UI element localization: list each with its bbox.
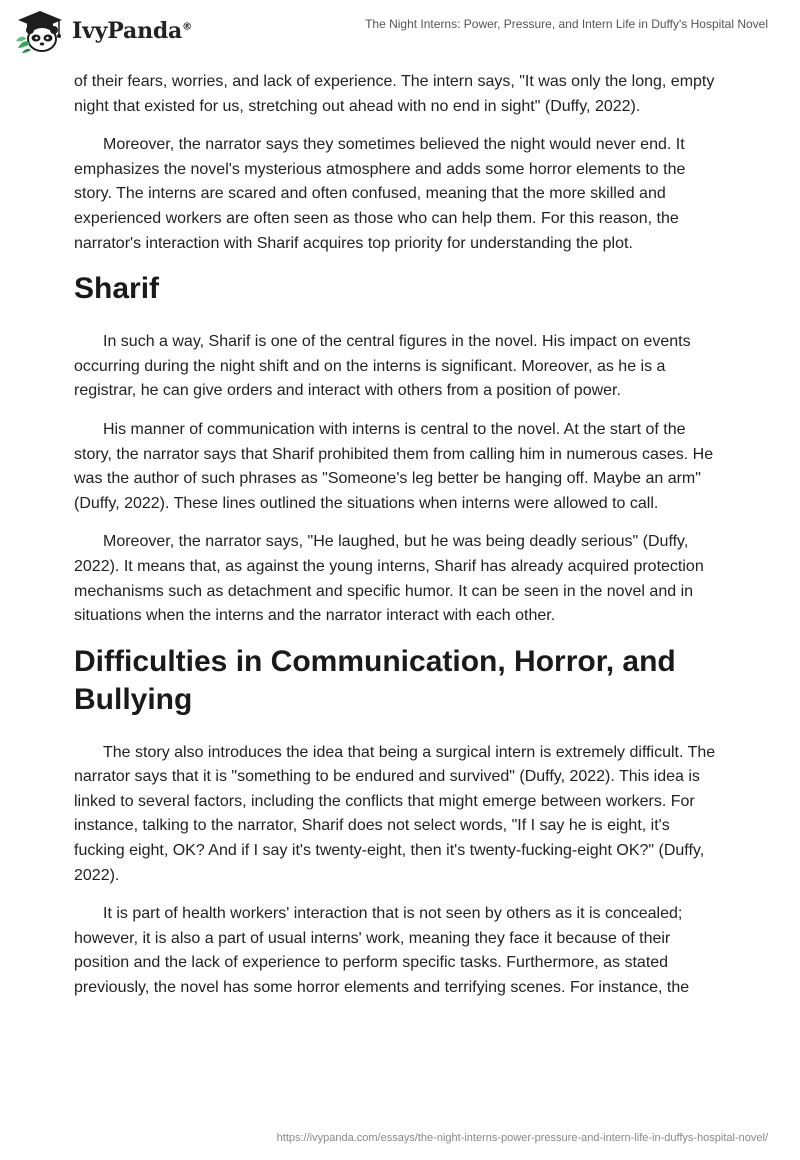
section-heading-sharif: Sharif: [74, 272, 160, 306]
panda-graduate-icon: [12, 8, 70, 54]
paragraph: Moreover, the narrator says they sometimes believed the night would never end. It emphasizes the novel's mysterious atmosphere and adds some horror elements to the story. The interns are scared and often confused, meaning that the more skilled and experienced workers are often seen as those who can help them. For this reason, the narrator's interaction with Sharif acquires top priority for understanding the plot.: [74, 136, 686, 252]
source-url-link[interactable]: https://ivypanda.com/essays/the-night-interns-power-pressure-and-intern-life-in-duffys-hospital-novel/: [276, 1132, 768, 1144]
page-header: [0, 0, 800, 60]
paragraph: His manner of communication with interns is central to the novel. At the start of the story, the narrator says that Sharif prohibited them from calling him in numerous cases. He was the author of such phrases as "Someone's leg better be hanging off. Maybe an arm" (Duffy, 2022). These lines outlined the situations when interns were allowed to call.: [74, 420, 714, 512]
document-title: The Night Interns: Power, Pressure, and Intern Life in Duffy's Hospital Novel: [365, 17, 768, 31]
logo-wordmark: IvyPanda®: [72, 18, 192, 44]
paragraph: The story also introduces the idea that being a surgical intern is extremely difficult. The narrator says that it is "something to be endured and survived" (Duffy, 2022). This idea is linked to several factors, including the conflicts that might emerge between workers. For instance, talking to the narrator, Sharif does not select words, "If I say he is eight, it's fucking eight, OK? And if I say it's twenty-eight, then it's twenty-fucking-eight OK?" (Duffy, 2022).: [74, 743, 716, 884]
essay-body: [74, 70, 718, 1015]
paragraph: It is part of health workers' interaction that is not seen by others as it is concealed; however, it is also a part of usual interns' work, meaning they face it because of their position and the lack of experience to perform specific tasks. Furthermore, as stated previously, the novel has some horror elements and terrifying scenes. For instance, the: [74, 905, 690, 997]
paragraph: Moreover, the narrator says, "He laughed, but he was being deadly serious" (Duffy, 2022). It means that, as against the young interns, Sharif has already acquired protection mechanisms such as detachment and specific humor. It can be seen in the novel and in situations when the interns and the narrator interact with each other.: [74, 533, 704, 625]
section-heading-difficulties: Difficulties in Communication, Horror, and Bullying: [74, 644, 676, 716]
paragraph: In such a way, Sharif is one of the central figures in the novel. His impact on events occurring during the night shift and on the interns is significant. Moreover, as he is a registrar, he can give orders and interact with others from a position of power.: [74, 333, 691, 400]
ivypanda-logo[interactable]: [12, 8, 192, 54]
paragraph: of their fears, worries, and lack of experience. The intern says, "It was only the long, empty night that existed for us, stretching out ahead with no end in sight" (Duffy, 2022).: [74, 73, 715, 115]
